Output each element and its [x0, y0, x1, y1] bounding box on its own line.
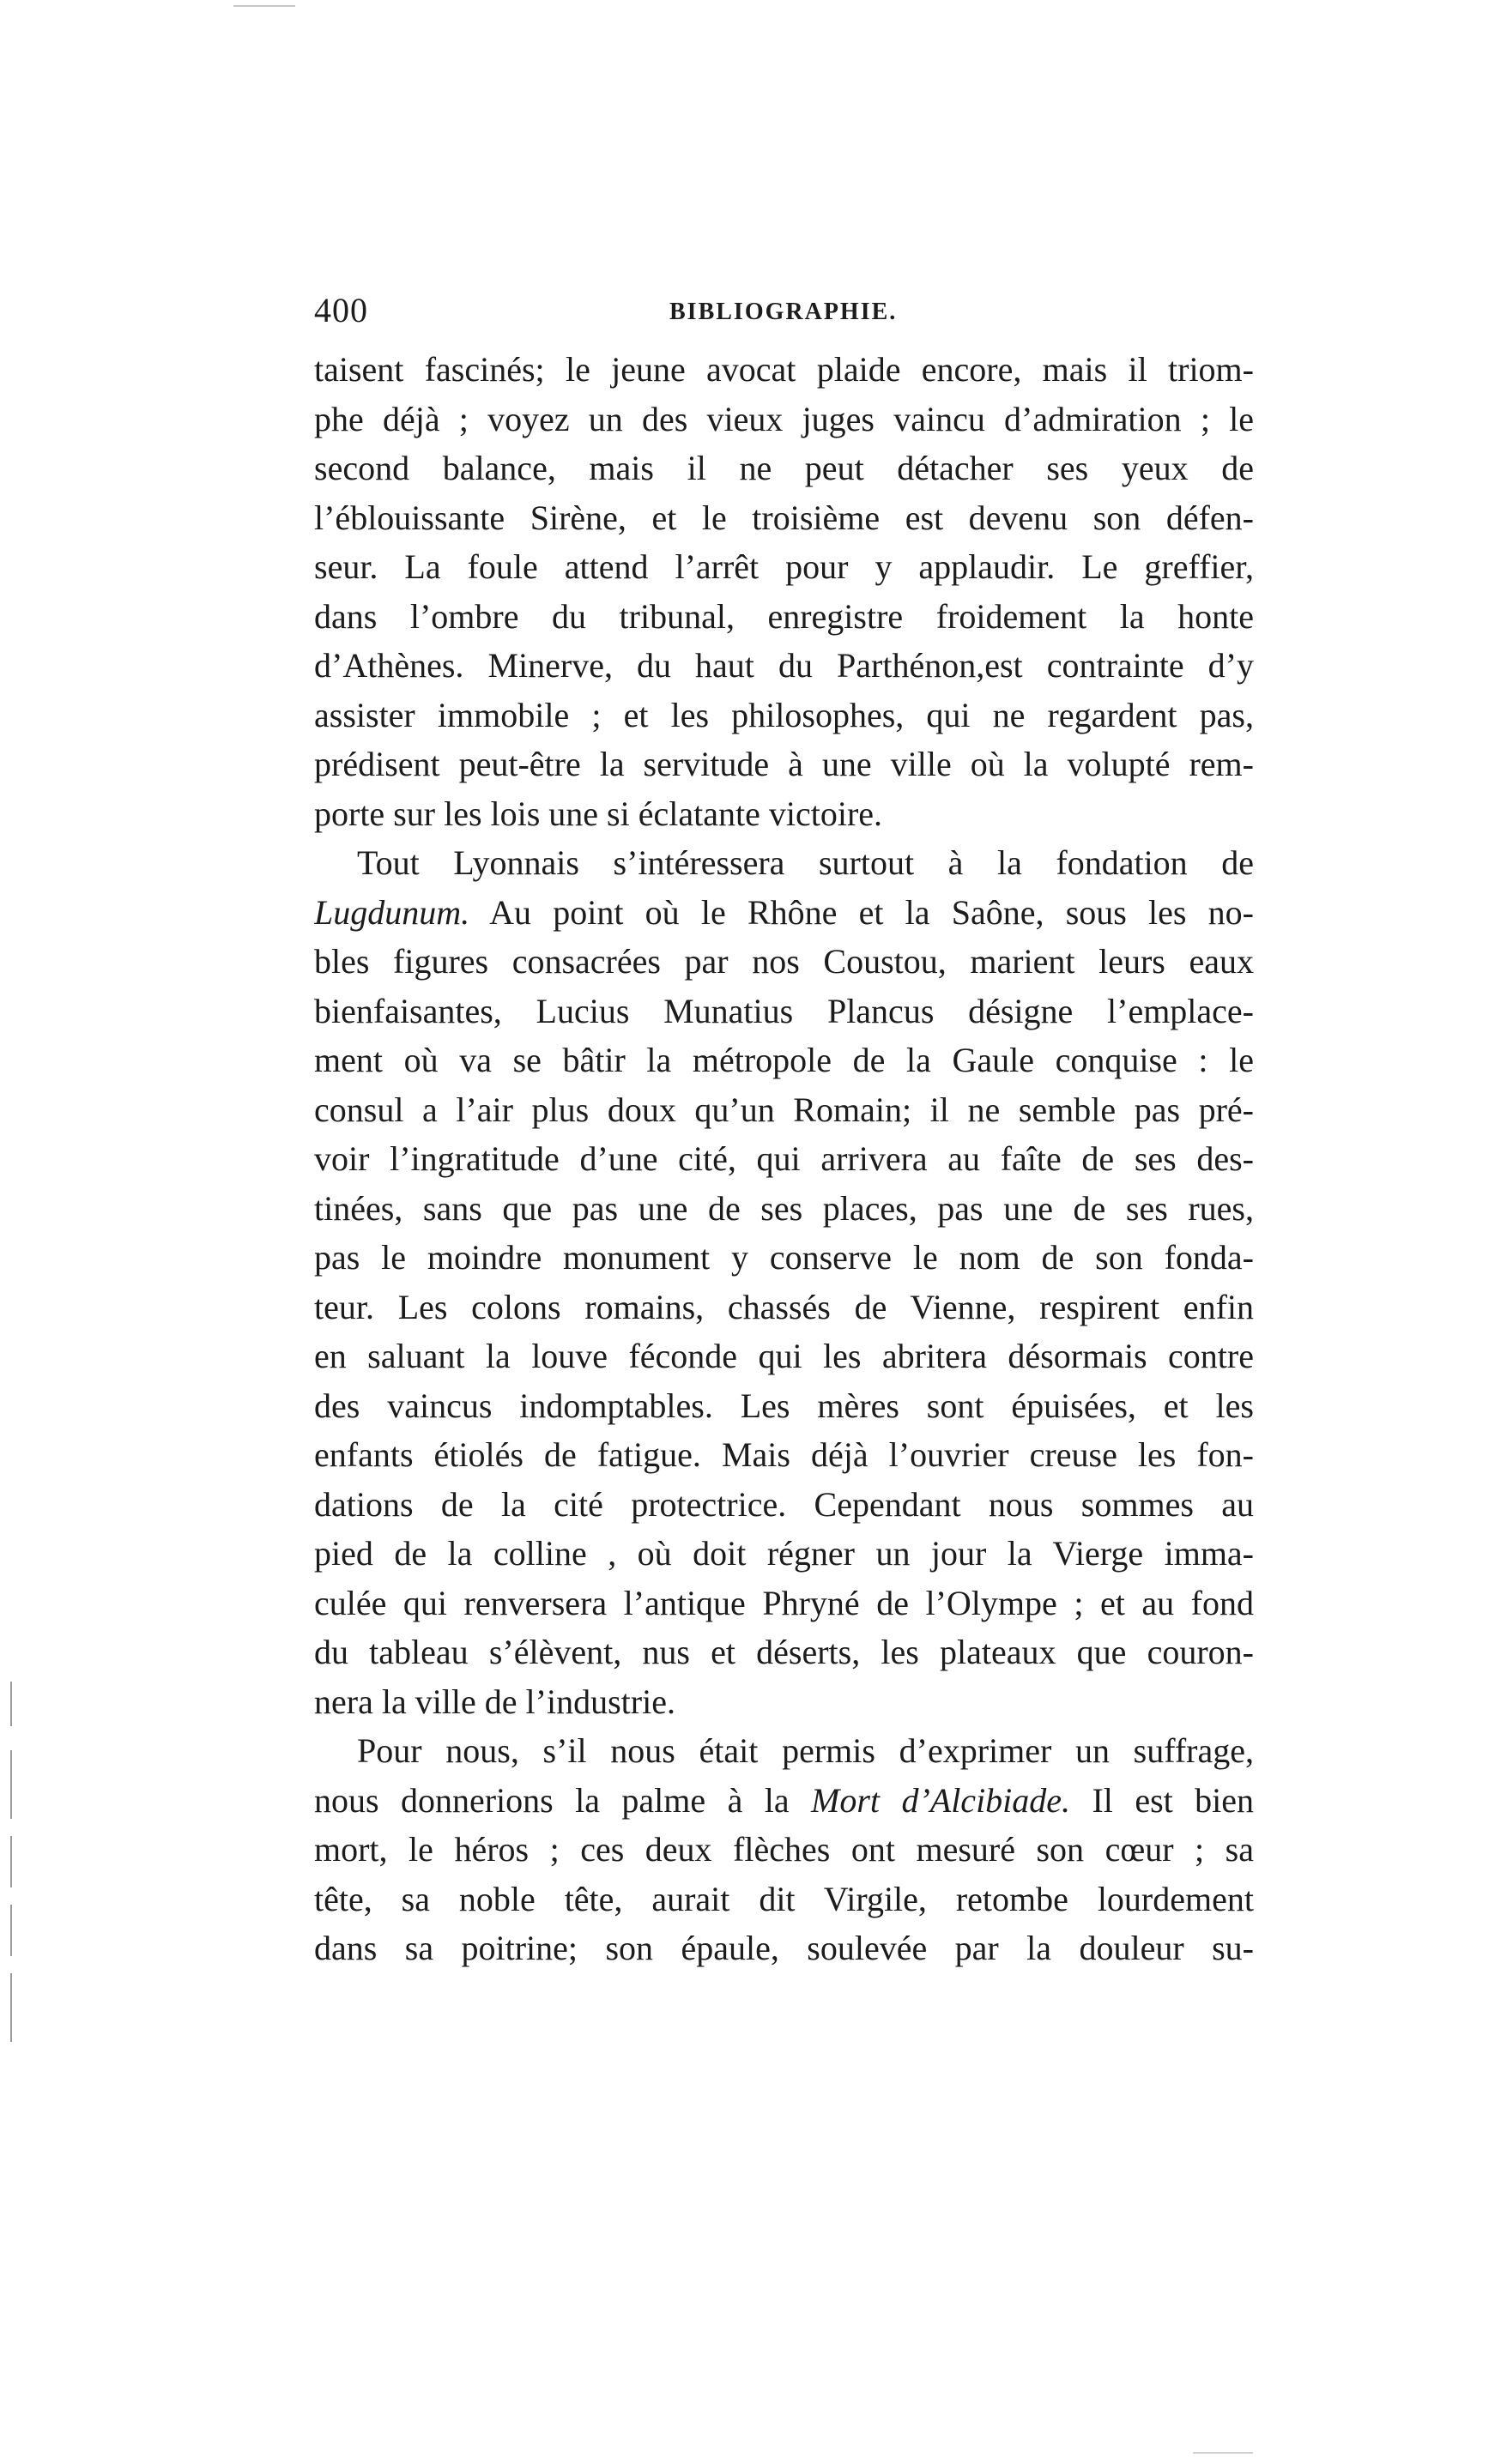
running-head: BIBLIOGRAPHIE. — [669, 299, 898, 325]
text-line: d’Athènes. Minerve, du haut du Parthénon,est contrainte d’y — [314, 646, 1254, 685]
text-line: Tout Lyonnais s’intéressera surtout à la fondation de — [357, 843, 1254, 882]
text-line: en saluant la louve féconde qui les abritera désormais contre — [314, 1337, 1254, 1375]
text-fragment: Il est bien — [1092, 1780, 1254, 1820]
scan-mark — [1193, 2452, 1253, 2454]
text-fragment: Au point où le Rhône et la Saône, sous les no- — [489, 892, 1254, 932]
text-line: consul a l’air plus doux qu’un Romain; il ne semble pas pré- — [314, 1090, 1254, 1129]
text-line: taisent fascinés; le jeune avocat plaide encore, mais il triom- — [314, 350, 1254, 389]
text-line: pas le moindre monument y conserve le nom de son fonda- — [314, 1238, 1254, 1277]
page-header — [314, 290, 1254, 341]
text-line: tête, sa noble tête, aurait dit Virgile, retombe lourdement — [314, 1879, 1254, 1918]
italic-lugdunum: Lugdunum. — [314, 892, 470, 932]
body-text — [314, 345, 1254, 1973]
margin-mark — [10, 1973, 12, 2042]
text-line: dans sa poitrine; son épaule, soulevée par la douleur su- — [314, 1929, 1254, 1967]
text-line: tinées, sans que pas une de ses places, pas une de ses rues, — [314, 1188, 1254, 1228]
margin-mark — [10, 1905, 12, 1956]
margin-mark — [10, 1682, 12, 1726]
page-number: 400 — [314, 291, 368, 329]
text-line: des vaincus indomptables. Les mères sont épuisées, et les — [314, 1386, 1254, 1425]
text-line — [314, 888, 1254, 938]
text-line: ment où va se bâtir la métropole de la Gaule conquise : le — [314, 1041, 1254, 1079]
text-fragment: nous donnerions la palme à la — [314, 1780, 790, 1820]
text-line: nera la ville de l’industrie. — [314, 1682, 675, 1721]
text-line — [314, 1776, 1254, 1826]
text-line: voir l’ingratitude d’une cité, qui arrivera au faîte de ses des- — [314, 1139, 1254, 1178]
text-line: dans l’ombre du tribunal, enregistre froidement la honte — [314, 596, 1254, 636]
text-line: seur. La foule attend l’arrêt pour y applaudir. Le greffier, — [314, 547, 1254, 586]
text-line: prédisent peut-être la servitude à une ville où la volupté rem- — [314, 745, 1254, 783]
text-line: bienfaisantes, Lucius Munatius Plancus désigne l’emplace- — [314, 991, 1254, 1030]
text-line: Pour nous, s’il nous était permis d’exprimer un suffrage, — [357, 1731, 1254, 1770]
margin-mark — [10, 1836, 12, 1887]
scan-mark — [233, 5, 295, 7]
text-line: l’éblouissante Sirène, et le troisième est devenu son défen- — [314, 498, 1254, 537]
text-line: culée qui renversera l’antique Phryné de l’Olympe ; et au fond — [314, 1583, 1254, 1622]
text-line: second balance, mais il ne peut détacher ses yeux de — [314, 449, 1254, 487]
text-line: mort, le héros ; ces deux flèches ont mesuré son cœur ; sa — [314, 1830, 1254, 1869]
text-line: assister immobile ; et les philosophes, qui ne regardent pas, — [314, 695, 1254, 734]
text-line: phe déjà ; voyez un des vieux juges vaincu d’admiration ; le — [314, 399, 1254, 438]
text-line: dations de la cité protectrice. Cependant nous sommes au — [314, 1484, 1254, 1524]
text-line: enfants étiolés de fatigue. Mais déjà l’ouvrier creuse les fon- — [314, 1435, 1254, 1474]
italic-mort-alcibiade: Mort d’Alcibiade. — [811, 1780, 1071, 1820]
text-line: du tableau s’élèvent, nus et déserts, les plateaux que couron- — [314, 1633, 1254, 1671]
text-line: teur. Les colons romains, chassés de Vienne, respirent enfin — [314, 1287, 1254, 1326]
text-line: bles figures consacrées par nos Coustou, marient leurs eaux — [314, 942, 1254, 981]
text-line: pied de la colline , où doit régner un jour la Vierge imma- — [314, 1534, 1254, 1573]
text-line: porte sur les lois une si éclatante victoire. — [314, 794, 883, 833]
margin-mark — [10, 1750, 12, 1819]
